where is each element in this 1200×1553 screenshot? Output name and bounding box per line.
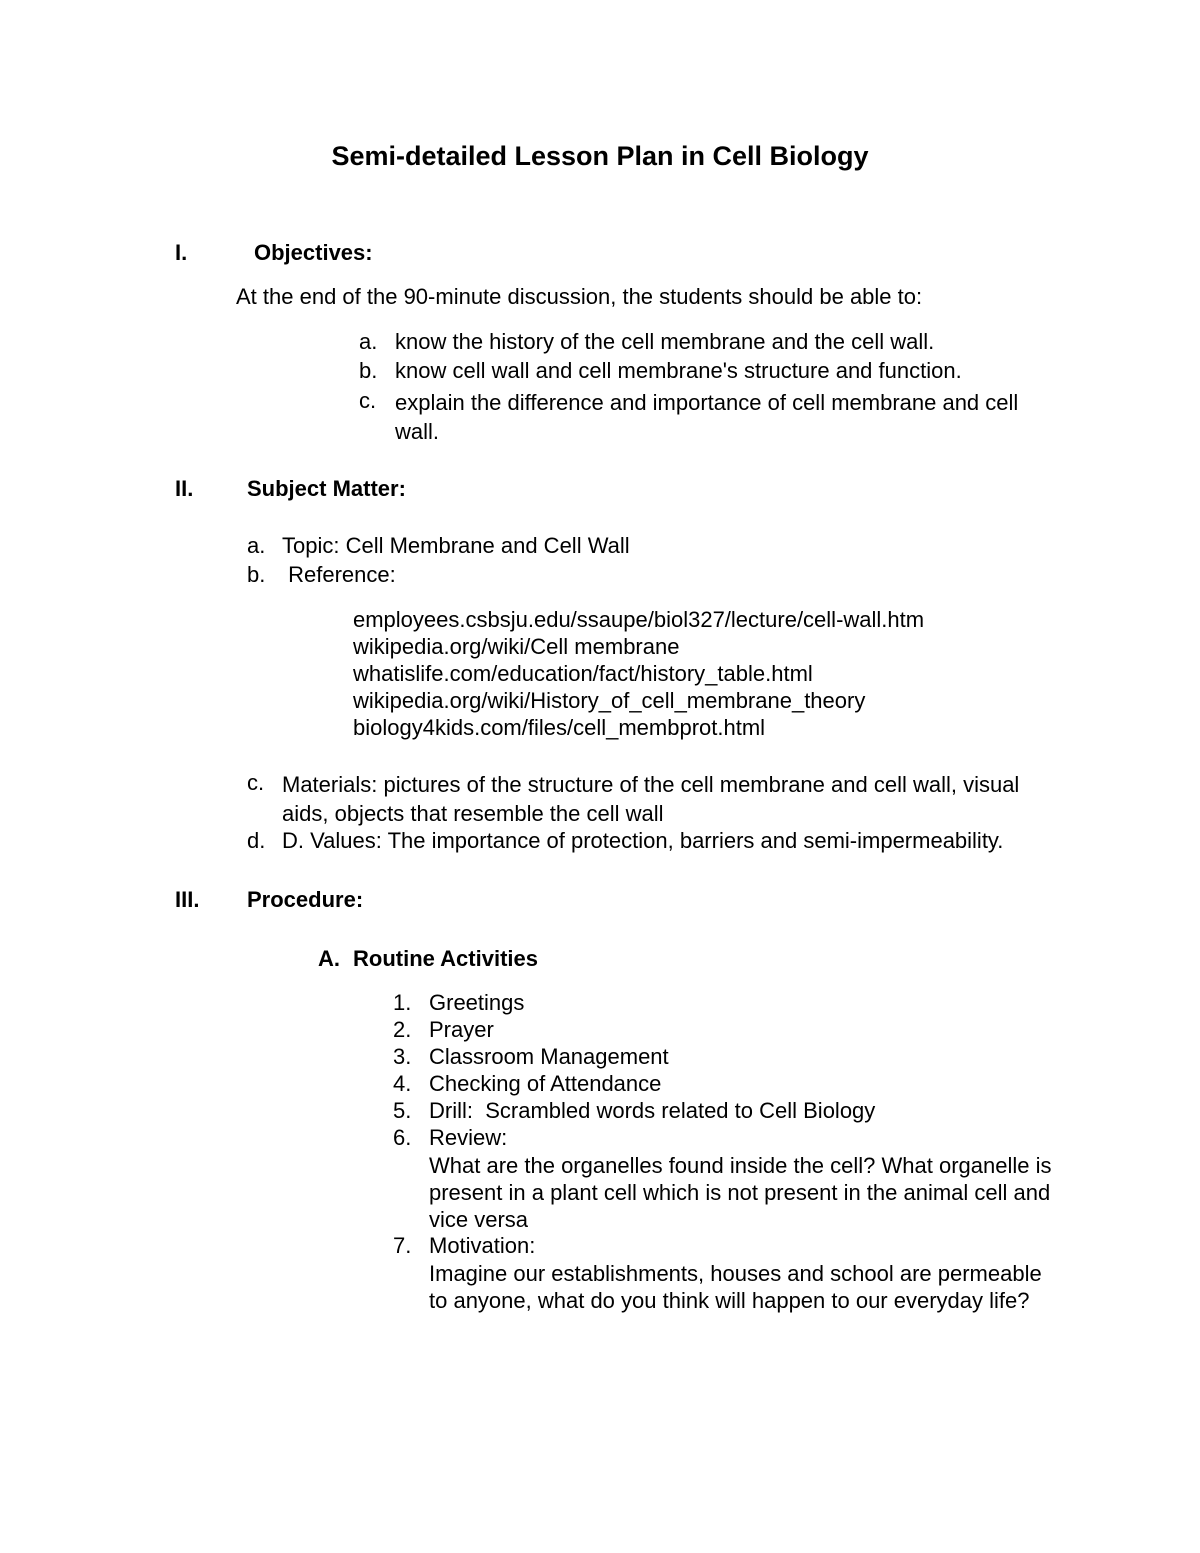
objective-text: know cell wall and cell membrane's structure and function. (395, 358, 962, 383)
activity-text: Classroom Management (429, 1044, 669, 1069)
procedure-numeral: III. (175, 887, 200, 912)
activity-marker: 2. (393, 1017, 412, 1042)
activity-text: Drill: Scrambled words related to Cell Biology (429, 1098, 876, 1123)
reference-url: whatislife.com/education/fact/history_table.html (353, 661, 813, 686)
reference-marker: b. (247, 562, 266, 587)
activity-marker: 4. (393, 1071, 412, 1096)
reference-label: Reference: (282, 562, 396, 587)
reference-url: biology4kids.com/files/cell_membprot.html (353, 715, 766, 740)
objective-marker: a. (359, 329, 378, 354)
procedure-heading: Procedure: (247, 887, 364, 912)
topic-marker: a. (247, 533, 266, 558)
subject-matter-numeral: II. (175, 476, 194, 501)
page-title: Semi-detailed Lesson Plan in Cell Biology (331, 141, 869, 171)
subject-matter-heading: Subject Matter: (247, 476, 406, 501)
objectives-heading: Objectives: (254, 240, 373, 265)
activity-text: Greetings (429, 990, 525, 1015)
activity-marker: 1. (393, 990, 412, 1015)
activity-text: Checking of Attendance (429, 1071, 662, 1096)
activity-detail: Imagine our establishments, houses and school are permeable to anyone, what do you think will happen to our everyday life? (429, 1261, 1042, 1313)
activity-text: Review: (429, 1125, 508, 1150)
materials-marker: c. (247, 770, 265, 795)
activity-detail: What are the organelles found inside the cell? What organelle is present in a plant cell which is not present in the animal cell and vice versa (429, 1153, 1052, 1232)
activity-text: Prayer (429, 1017, 494, 1042)
reference-url: wikipedia.org/wiki/History_of_cell_membrane_theory (353, 688, 866, 713)
activity-marker: 3. (393, 1044, 412, 1069)
activity-marker: 6. (393, 1125, 412, 1150)
values-marker: d. (247, 828, 266, 853)
objective-text: explain the difference and importance of cell membrane and cell wall. (395, 390, 1019, 444)
objective-text: know the history of the cell membrane and the cell wall. (395, 329, 935, 354)
objective-marker: b. (359, 358, 378, 383)
objectives-numeral: I. (175, 240, 188, 265)
values-text: D. Values: The importance of protection, barriers and semi-impermeability. (282, 828, 1004, 853)
materials-text: Materials: pictures of the structure of the cell membrane and cell wall, visual aids, objects that resemble the cell wall (282, 772, 1020, 826)
routine-activities-marker: A. (318, 946, 340, 971)
objectives-intro: At the end of the 90-minute discussion, the students should be able to: (236, 284, 923, 309)
objective-marker: c. (359, 388, 377, 413)
activity-marker: 7. (393, 1233, 412, 1258)
reference-url: employees.csbsju.edu/ssaupe/biol327/lecture/cell-wall.htm (353, 607, 925, 632)
activity-text: Motivation: (429, 1233, 536, 1258)
reference-url: wikipedia.org/wiki/Cell membrane (353, 634, 680, 659)
routine-activities-heading: Routine Activities (353, 946, 538, 971)
activity-marker: 5. (393, 1098, 412, 1123)
topic-text: Topic: Cell Membrane and Cell Wall (282, 533, 630, 558)
